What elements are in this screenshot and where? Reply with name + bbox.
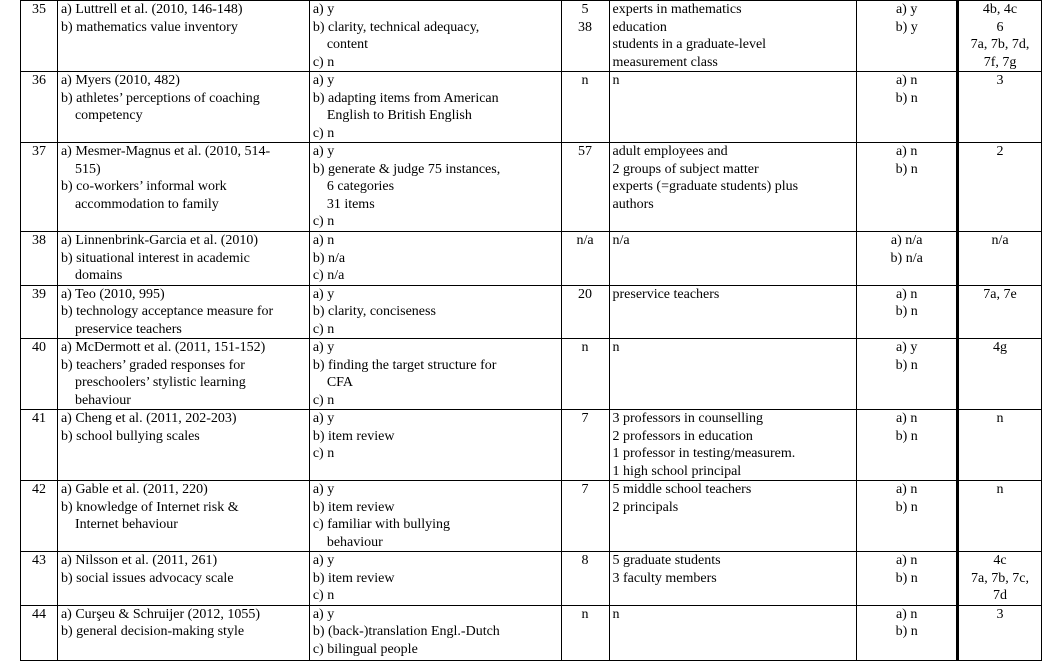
study-cell-line: b) co-workers’ informal work bbox=[60, 179, 227, 194]
procedure-cell-line: a) y bbox=[312, 144, 335, 159]
procedure-cell-line: b) item review bbox=[312, 499, 395, 515]
study-cell-line: Internet behaviour bbox=[74, 517, 178, 532]
criteria-cell bbox=[958, 605, 1042, 660]
criteria-cell-line: 3 bbox=[996, 606, 1004, 622]
study-cell-line: preschoolers’ stylistic learning bbox=[74, 375, 246, 390]
procedure-cell bbox=[309, 481, 561, 552]
procedure-cell-line: a) y bbox=[312, 606, 335, 622]
procedure-cell-line: English to British English bbox=[326, 108, 472, 123]
experts-cell-line: 5 graduate students bbox=[612, 553, 721, 568]
experts-cell-line: 1 high school principal bbox=[612, 463, 742, 479]
count-cell-line: 5 bbox=[581, 2, 589, 17]
criteria-cell bbox=[958, 410, 1042, 481]
experts-cell bbox=[609, 1, 857, 72]
criteria-cell-line: 2 bbox=[996, 144, 1004, 159]
row-number bbox=[21, 72, 58, 143]
study-cell-line: domains bbox=[74, 268, 123, 283]
table-row bbox=[21, 552, 1042, 606]
flags-cell bbox=[857, 410, 958, 481]
row-number bbox=[21, 1, 58, 72]
study-cell bbox=[57, 143, 309, 232]
study-cell-line: accommodation to family bbox=[74, 196, 219, 212]
flags-cell-line: b) n bbox=[895, 428, 918, 444]
study-cell-line: a) McDermott et al. (2011, 151-152) bbox=[60, 340, 266, 355]
row-number-line: 39 bbox=[31, 286, 46, 302]
criteria-cell-line: n bbox=[996, 411, 1004, 426]
experts-cell bbox=[609, 481, 857, 552]
count-cell bbox=[561, 1, 609, 72]
criteria-cell-line: 7f, 7g bbox=[983, 54, 1017, 70]
row-number bbox=[21, 285, 58, 339]
count-cell bbox=[561, 481, 609, 552]
flags-cell bbox=[857, 232, 958, 286]
procedure-cell-line: c) n bbox=[312, 588, 335, 603]
study-cell bbox=[57, 605, 309, 660]
study-cell-line: behaviour bbox=[74, 392, 131, 408]
study-cell-line: b) teachers’ graded responses for bbox=[60, 357, 245, 373]
criteria-cell-line: 7a, 7b, 7c, bbox=[971, 570, 1029, 586]
procedure-cell-line: c) n/a bbox=[312, 268, 345, 283]
procedure-cell-line: content bbox=[326, 37, 369, 52]
experts-cell-line: 1 professor in testing/measurem. bbox=[612, 446, 796, 461]
procedure-cell-line: b) generate & judge 75 instances, bbox=[312, 161, 501, 177]
count-cell-line: 20 bbox=[578, 286, 593, 302]
criteria-cell-line: 4g bbox=[993, 340, 1008, 355]
procedure-cell bbox=[309, 410, 561, 481]
procedure-cell bbox=[309, 232, 561, 286]
row-number-line: 40 bbox=[31, 340, 46, 355]
procedure-cell-line: c) n bbox=[312, 125, 335, 141]
study-cell-line: b) knowledge of Internet risk & bbox=[60, 499, 239, 515]
flags-cell-line: a) n bbox=[895, 553, 918, 568]
count-cell bbox=[561, 605, 609, 660]
row-number bbox=[21, 605, 58, 660]
experts-cell-line: education bbox=[612, 19, 667, 35]
criteria-cell bbox=[958, 143, 1042, 232]
study-cell-line: a) Cheng et al. (2011, 202-203) bbox=[60, 411, 237, 426]
procedure-cell-line: CFA bbox=[326, 375, 354, 390]
study-cell-line: b) social issues advocacy scale bbox=[60, 570, 234, 586]
row-number bbox=[21, 552, 58, 606]
study-cell-line: b) athletes’ perceptions of coaching bbox=[60, 90, 260, 106]
flags-cell bbox=[857, 605, 958, 660]
study-cell-line: a) Linnenbrink-Garcia et al. (2010) bbox=[60, 233, 259, 248]
criteria-cell-line: 7a, 7b, 7d, bbox=[970, 37, 1030, 52]
procedure-cell-line: a) y bbox=[312, 73, 335, 88]
procedure-cell-line: c) familiar with bullying bbox=[312, 517, 451, 532]
experts-cell bbox=[609, 285, 857, 339]
criteria-cell bbox=[958, 232, 1042, 286]
procedure-cell-line: b) n/a bbox=[312, 250, 346, 266]
experts-cell-line: experts (=graduate students) plus bbox=[612, 179, 799, 194]
experts-cell bbox=[609, 552, 857, 606]
flags-cell-line: b) n bbox=[895, 357, 918, 373]
flags-cell-line: b) n bbox=[895, 624, 918, 639]
experts-cell-line: adult employees and bbox=[612, 144, 728, 159]
experts-cell bbox=[609, 605, 857, 660]
row-number-line: 38 bbox=[31, 233, 46, 248]
procedure-cell-line: b) item review bbox=[312, 570, 395, 586]
row-number bbox=[21, 143, 58, 232]
study-cell bbox=[57, 339, 309, 410]
flags-cell-line: a) n bbox=[895, 144, 918, 159]
study-cell-line: competency bbox=[74, 108, 143, 123]
table-body bbox=[21, 1, 1042, 661]
procedure-cell-line: b) finding the target structure for bbox=[312, 357, 497, 373]
row-number-line: 41 bbox=[31, 411, 46, 426]
table-row bbox=[21, 285, 1042, 339]
experts-cell-line: 5 middle school teachers bbox=[612, 482, 752, 497]
experts-cell-line: 2 professors in education bbox=[612, 428, 753, 444]
flags-cell bbox=[857, 339, 958, 410]
experts-cell-line: 2 principals bbox=[612, 499, 679, 515]
procedure-cell-line: a) y bbox=[312, 340, 335, 355]
flags-cell-line: b) n bbox=[895, 161, 918, 177]
study-cell-line: b) school bullying scales bbox=[60, 428, 200, 444]
study-cell-line: a) Curşeu & Schruijer (2012, 1055) bbox=[60, 606, 261, 622]
table-row bbox=[21, 605, 1042, 660]
experts-cell-line: experts in mathematics bbox=[612, 2, 742, 17]
procedure-cell-line: 31 items bbox=[326, 196, 375, 212]
flags-cell-line: a) n bbox=[895, 606, 918, 622]
flags-cell-line: a) n bbox=[895, 73, 918, 88]
count-cell-line: 7 bbox=[581, 482, 589, 497]
flags-cell-line: a) y bbox=[895, 340, 918, 355]
procedure-cell-line: a) y bbox=[312, 482, 335, 497]
study-cell bbox=[57, 481, 309, 552]
criteria-cell-line: n/a bbox=[991, 233, 1009, 248]
row-number bbox=[21, 410, 58, 481]
procedure-cell-line: c) n bbox=[312, 214, 335, 229]
experts-cell bbox=[609, 339, 857, 410]
criteria-cell-line: 7a, 7e bbox=[983, 286, 1017, 302]
count-cell-line: n bbox=[581, 606, 589, 622]
flags-cell-line: b) n bbox=[895, 90, 918, 106]
study-cell bbox=[57, 410, 309, 481]
flags-cell-line: a) n bbox=[895, 482, 918, 497]
table-wrapper bbox=[20, 0, 1042, 661]
study-cell bbox=[57, 285, 309, 339]
study-cell-line: preservice teachers bbox=[74, 321, 182, 337]
procedure-cell-line: b) adapting items from American bbox=[312, 90, 499, 106]
criteria-cell bbox=[958, 481, 1042, 552]
experts-cell-line: preservice teachers bbox=[612, 286, 720, 302]
procedure-cell-line: behaviour bbox=[326, 534, 383, 550]
procedure-cell-line: a) y bbox=[312, 286, 335, 302]
flags-cell-line: b) n bbox=[895, 499, 918, 515]
procedure-cell-line: 6 categories bbox=[326, 179, 395, 194]
flags-cell-line: a) n/a bbox=[890, 233, 923, 248]
count-cell bbox=[561, 339, 609, 410]
criteria-cell-line: n bbox=[996, 482, 1004, 497]
row-number-line: 42 bbox=[31, 482, 46, 497]
criteria-cell bbox=[958, 285, 1042, 339]
flags-cell bbox=[857, 1, 958, 72]
procedure-cell bbox=[309, 552, 561, 606]
criteria-cell-line: 3 bbox=[996, 73, 1004, 88]
count-cell bbox=[561, 285, 609, 339]
count-cell-line: 7 bbox=[581, 411, 589, 426]
flags-cell-line: b) n bbox=[895, 304, 918, 319]
row-number-line: 35 bbox=[31, 2, 46, 17]
flags-cell bbox=[857, 285, 958, 339]
flags-cell-line: b) n/a bbox=[890, 250, 923, 266]
flags-cell bbox=[857, 143, 958, 232]
procedure-cell bbox=[309, 72, 561, 143]
criteria-cell bbox=[958, 552, 1042, 606]
procedure-cell-line: a) y bbox=[312, 411, 335, 426]
experts-cell-line: 3 professors in counselling bbox=[612, 411, 763, 426]
experts-cell-line: measurement class bbox=[612, 54, 718, 70]
count-cell bbox=[561, 410, 609, 481]
count-cell-line: 8 bbox=[581, 553, 589, 568]
flags-cell bbox=[857, 481, 958, 552]
procedure-cell-line: c) n bbox=[312, 321, 335, 337]
row-number-line: 44 bbox=[31, 606, 46, 622]
row-number bbox=[21, 481, 58, 552]
procedure-cell bbox=[309, 143, 561, 232]
table-row bbox=[21, 232, 1042, 286]
criteria-cell-line: 4b, 4c bbox=[982, 2, 1018, 17]
procedure-cell-line: a) n bbox=[312, 233, 335, 248]
flags-cell-line: a) y bbox=[895, 2, 918, 17]
experts-cell-line: authors bbox=[612, 196, 654, 212]
study-cell-line: b) mathematics value inventory bbox=[60, 19, 238, 35]
row-number-line: 37 bbox=[31, 144, 46, 159]
experts-cell-line: 2 groups of subject matter bbox=[612, 161, 759, 177]
flags-cell-line: a) n bbox=[895, 286, 918, 302]
experts-cell-line: n bbox=[612, 340, 620, 355]
experts-cell bbox=[609, 232, 857, 286]
criteria-cell bbox=[958, 339, 1042, 410]
flags-cell bbox=[857, 552, 958, 606]
study-cell-line: a) Myers (2010, 482) bbox=[60, 73, 180, 88]
criteria-cell-line: 6 bbox=[996, 19, 1004, 35]
count-cell-line: 38 bbox=[578, 19, 593, 35]
procedure-cell-line: a) y bbox=[312, 553, 335, 568]
procedure-cell-line: b) (back-)translation Engl.-Dutch bbox=[312, 624, 500, 639]
procedure-cell bbox=[309, 339, 561, 410]
table-row bbox=[21, 481, 1042, 552]
count-cell bbox=[561, 552, 609, 606]
experts-cell-line: n bbox=[612, 606, 620, 622]
row-number-line: 43 bbox=[31, 553, 46, 568]
table-row bbox=[21, 143, 1042, 232]
procedure-cell bbox=[309, 285, 561, 339]
study-cell-line: a) Teo (2010, 995) bbox=[60, 286, 165, 302]
count-cell-line: n bbox=[581, 73, 589, 88]
procedure-cell-line: c) bilingual people bbox=[312, 641, 418, 657]
procedure-cell-line: b) clarity, conciseness bbox=[312, 304, 436, 319]
procedure-cell-line: b) clarity, technical adequacy, bbox=[312, 19, 480, 35]
count-cell bbox=[561, 143, 609, 232]
flags-cell-line: b) n bbox=[895, 570, 918, 586]
table-row bbox=[21, 72, 1042, 143]
experts-cell bbox=[609, 410, 857, 481]
procedure-cell-line: c) n bbox=[312, 54, 335, 70]
study-cell bbox=[57, 72, 309, 143]
procedure-cell-line: b) item review bbox=[312, 428, 395, 444]
flags-cell-line: b) y bbox=[895, 19, 918, 35]
criteria-cell-line: 4c bbox=[993, 553, 1007, 568]
study-cell-line: a) Nilsson et al. (2011, 261) bbox=[60, 553, 218, 568]
experts-cell bbox=[609, 143, 857, 232]
count-cell-line: n/a bbox=[576, 233, 594, 248]
table-row bbox=[21, 1, 1042, 72]
row-number bbox=[21, 339, 58, 410]
table-row bbox=[21, 410, 1042, 481]
study-cell-line: a) Mesmer-Magnus et al. (2010, 514- bbox=[60, 144, 271, 159]
criteria-cell bbox=[958, 72, 1042, 143]
study-cell-line: b) general decision-making style bbox=[60, 624, 245, 639]
procedure-cell bbox=[309, 605, 561, 660]
experts-cell-line: students in a graduate-level bbox=[612, 37, 767, 52]
studies-table bbox=[20, 0, 1042, 661]
experts-cell-line: n/a bbox=[612, 233, 630, 248]
study-cell-line: b) technology acceptance measure for bbox=[60, 304, 274, 319]
criteria-cell-line: 7d bbox=[993, 588, 1008, 603]
study-cell bbox=[57, 1, 309, 72]
procedure-cell bbox=[309, 1, 561, 72]
study-cell-line: 515) bbox=[74, 161, 101, 177]
study-cell-line: a) Luttrell et al. (2010, 146-148) bbox=[60, 2, 243, 17]
study-cell bbox=[57, 552, 309, 606]
count-cell bbox=[561, 232, 609, 286]
study-cell-line: b) situational interest in academic bbox=[60, 250, 250, 266]
experts-cell-line: 3 faculty members bbox=[612, 570, 717, 586]
flags-cell bbox=[857, 72, 958, 143]
study-cell bbox=[57, 232, 309, 286]
table-row bbox=[21, 339, 1042, 410]
criteria-cell bbox=[958, 1, 1042, 72]
count-cell bbox=[561, 72, 609, 143]
procedure-cell-line: a) y bbox=[312, 2, 335, 17]
flags-cell-line: a) n bbox=[895, 411, 918, 426]
row-number bbox=[21, 232, 58, 286]
experts-cell bbox=[609, 72, 857, 143]
count-cell-line: 57 bbox=[578, 144, 593, 159]
count-cell-line: n bbox=[581, 340, 589, 355]
procedure-cell-line: c) n bbox=[312, 392, 335, 408]
row-number-line: 36 bbox=[31, 73, 46, 88]
study-cell-line: a) Gable et al. (2011, 220) bbox=[60, 482, 208, 497]
procedure-cell-line: c) n bbox=[312, 446, 335, 461]
experts-cell-line: n bbox=[612, 73, 620, 88]
